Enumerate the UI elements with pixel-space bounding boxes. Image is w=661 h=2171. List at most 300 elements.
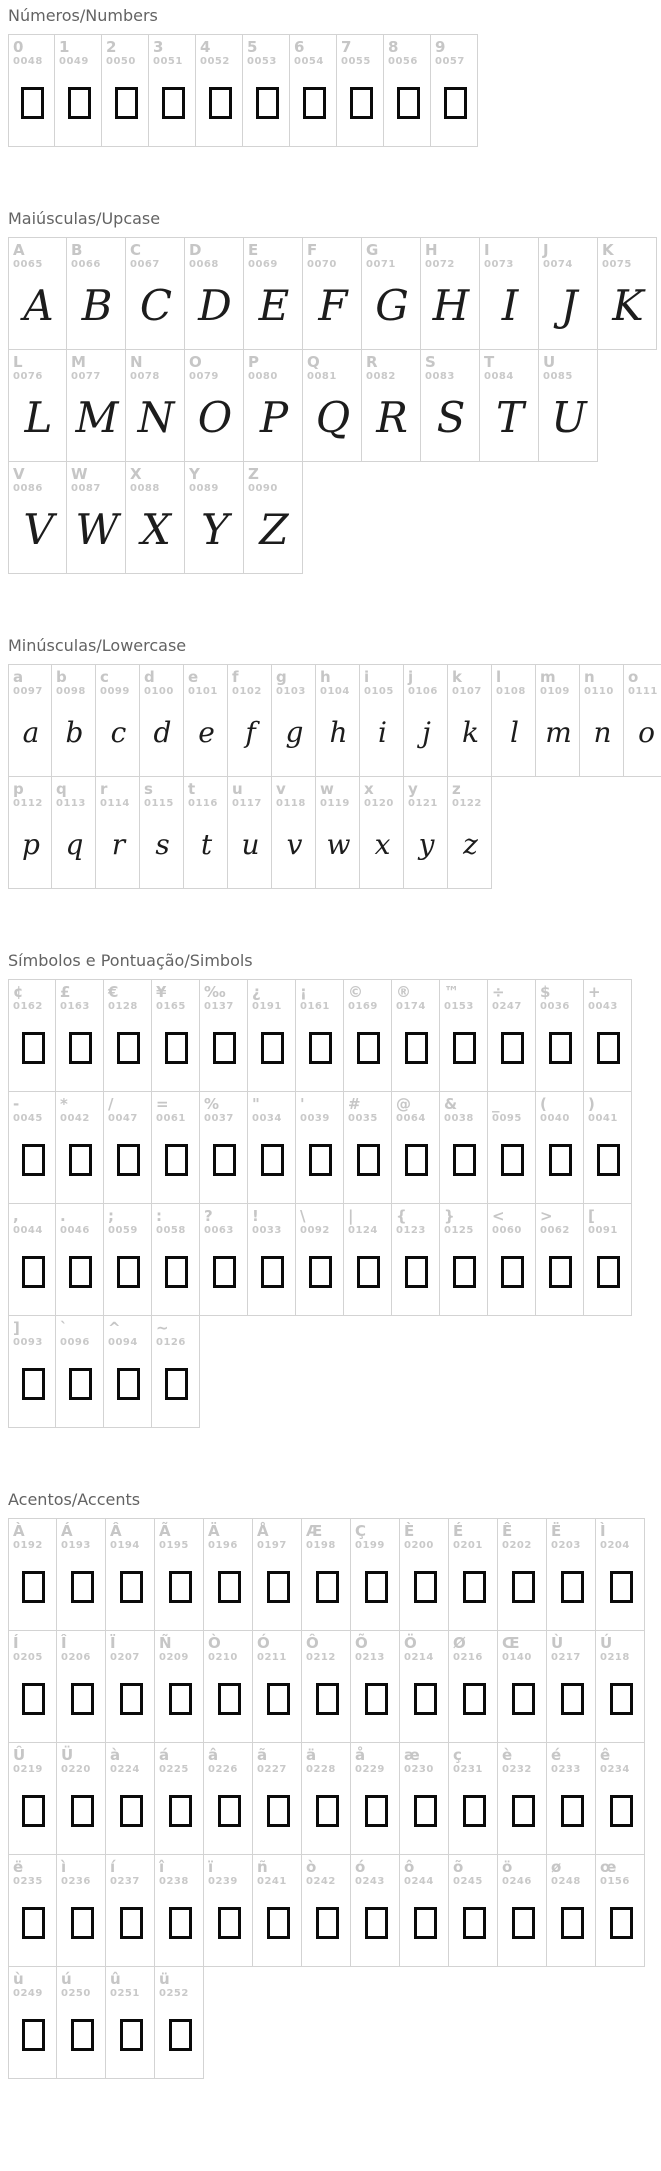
cell-glyph-area [355,1776,397,1846]
glyph-cell-0057 [431,34,478,147]
cell-glyph-area [300,1013,341,1083]
cell-char-label: Ç [355,1522,367,1540]
cell-unicode-label: 0205 [13,1652,43,1663]
cell-unicode-label: 0063 [204,1225,234,1236]
char-map [8,6,661,2079]
cell-char-label: 5 [247,38,258,56]
script-glyph: E [258,281,290,330]
missing-glyph-box [357,1032,380,1064]
cell-char-label: Ê [502,1522,513,1540]
cell-glyph-area [13,1125,53,1195]
missing-glyph-box [561,1795,584,1827]
cell-glyph-area [61,1776,103,1846]
cell-char-label: T [484,353,495,371]
missing-glyph-box [561,1571,584,1603]
cell-glyph-area [588,1125,629,1195]
glyph-cell-0227 [253,1742,302,1855]
cell-glyph-area [108,1349,149,1419]
cell-char-label: & [444,1095,458,1113]
char-row [8,776,661,889]
cell-char-label: ) [588,1095,595,1113]
cell-glyph-area [396,1125,437,1195]
cell-char-label: õ [453,1858,464,1876]
script-glyph: C [139,281,173,330]
cell-unicode-label: 0230 [404,1764,434,1775]
missing-glyph-box [597,1144,620,1176]
cell-unicode-label: 0100 [144,686,174,697]
cell-char-label: ñ [257,1858,268,1876]
cell-char-label: 3 [153,38,164,56]
glyph-cell-0125 [440,1203,488,1316]
cell-glyph-area [208,1888,250,1958]
missing-glyph-box [309,1144,332,1176]
glyph-cell-0246 [498,1854,547,1967]
cell-glyph-area [484,383,536,453]
script-glyph: o [638,716,655,749]
cell-glyph-area [13,810,49,880]
glyph-cell-0075 [598,237,657,350]
cell-glyph-area [71,383,123,453]
cell-glyph-area [61,1664,103,1734]
glyph-cell-0247 [488,979,536,1092]
script-glyph: G [375,281,409,330]
glyph-cell-0220 [57,1742,106,1855]
cell-glyph-area [159,1664,201,1734]
glyph-cell-0095 [488,1091,536,1204]
missing-glyph-box [267,1795,290,1827]
cell-char-label: t [188,780,196,798]
cell-unicode-label: 0122 [452,798,482,809]
glyph-cell-0062 [536,1203,584,1316]
glyph-cell-0051 [149,34,196,147]
missing-glyph-box [120,1683,143,1715]
glyph-cell-0117 [228,776,272,889]
cell-glyph-area [452,698,489,768]
cell-char-label: ` [60,1319,68,1337]
cell-glyph-area [453,1552,495,1622]
cell-char-label: Á [61,1522,73,1540]
cell-glyph-area [543,271,595,341]
cell-glyph-area [110,1552,152,1622]
cell-unicode-label: 0229 [355,1764,385,1775]
missing-glyph-box [610,1907,633,1939]
cell-char-label: H [425,241,438,259]
script-glyph: r [111,828,126,861]
cell-unicode-label: 0081 [307,371,337,382]
missing-glyph-box [165,1144,188,1176]
script-glyph: v [286,828,303,861]
glyph-cell-0069 [244,237,303,350]
glyph-cell-0096 [56,1315,104,1428]
script-glyph: b [65,716,84,749]
cell-unicode-label: 0090 [248,483,278,494]
cell-unicode-label: 0111 [628,686,658,697]
cell-unicode-label: 0103 [276,686,306,697]
cell-char-label: i [364,668,370,686]
cell-glyph-area [404,1552,446,1622]
cell-unicode-label: 0198 [306,1540,336,1551]
cell-unicode-label: 0044 [13,1225,43,1236]
cell-char-label: ' [300,1095,305,1113]
cell-unicode-label: 0203 [551,1540,581,1551]
cell-char-label: ! [252,1207,259,1225]
cell-unicode-label: 0243 [355,1876,385,1887]
glyph-cell-0105 [360,664,404,777]
cell-char-label: ü [159,1970,170,1988]
cell-unicode-label: 0076 [13,371,43,382]
missing-glyph-box [365,1795,388,1827]
cell-glyph-area [108,1237,149,1307]
missing-glyph-box [365,1907,388,1939]
cell-glyph-area [106,68,146,138]
cell-unicode-label: 0074 [543,259,573,270]
glyph-cell-0248 [547,1854,596,1967]
missing-glyph-box [463,1907,486,1939]
cell-char-label: b [56,668,67,686]
glyph-cell-0118 [272,776,316,889]
cell-char-label: ì [61,1858,67,1876]
cell-glyph-area [551,1664,593,1734]
missing-glyph-box [169,1907,192,1939]
missing-glyph-box [209,87,232,119]
glyph-cell-0082 [362,349,421,462]
cell-unicode-label: 0216 [453,1652,483,1663]
cell-unicode-label: 0237 [110,1876,140,1887]
cell-unicode-label: 0094 [108,1337,138,1348]
cell-glyph-area [435,68,475,138]
glyph-cell-0086 [8,461,67,574]
cell-glyph-area [130,383,182,453]
script-glyph: a [22,716,40,749]
cell-char-label: D [189,241,202,259]
cell-glyph-area [13,383,64,453]
cell-unicode-label: 0207 [110,1652,140,1663]
cell-char-label: 1 [59,38,70,56]
cell-char-label: a [13,668,24,686]
section-accents [8,1490,661,2079]
glyph-cell-0097 [8,664,52,777]
glyph-cell-0195 [155,1518,204,1631]
glyph-cell-0044 [8,1203,56,1316]
section-lowercase [8,636,661,889]
section-title-lowercase: Minúsculas/Lowercase [8,636,187,655]
cell-glyph-area [588,1013,629,1083]
glyph-cell-0088 [126,461,185,574]
cell-glyph-area [502,1776,544,1846]
cell-char-label: Q [307,353,320,371]
cell-char-label: 2 [106,38,117,56]
glyph-cell-0098 [52,664,96,777]
cell-unicode-label: 0217 [551,1652,581,1663]
missing-glyph-box [267,1907,290,1939]
cell-unicode-label: 0091 [588,1225,618,1236]
glyph-cell-0053 [243,34,290,147]
glyph-cell-0202 [498,1518,547,1631]
cell-char-label: N [130,353,143,371]
cell-glyph-area [248,383,300,453]
cell-unicode-label: 0126 [156,1337,186,1348]
glyph-cell-0094 [104,1315,152,1428]
cell-unicode-label: 0117 [232,798,262,809]
missing-glyph-box [218,1907,241,1939]
glyph-cell-0108 [492,664,536,777]
section-numbers [8,6,661,147]
glyph-cell-0153 [440,979,488,1092]
cell-char-label: z [452,780,461,798]
missing-glyph-box [69,1256,92,1288]
cell-unicode-label: 0046 [60,1225,90,1236]
glyph-cell-0092 [296,1203,344,1316]
cell-glyph-area [628,698,661,768]
cell-glyph-area [492,1013,533,1083]
script-glyph: L [24,393,53,442]
script-glyph: e [198,716,215,749]
cell-glyph-area [396,1237,437,1307]
cell-char-label: è [502,1746,513,1764]
cell-glyph-area [13,2000,54,2070]
script-glyph: D [198,281,232,330]
missing-glyph-box [69,1368,92,1400]
cell-unicode-label: 0250 [61,1988,91,1999]
script-glyph: l [510,716,519,749]
cell-char-label: | [348,1207,354,1225]
cell-char-label: h [320,668,331,686]
cell-unicode-label: 0107 [452,686,482,697]
cell-char-label: p [13,780,24,798]
cell-glyph-area [248,495,300,565]
missing-glyph-box [213,1256,236,1288]
cell-unicode-label: 0156 [600,1876,630,1887]
script-glyph: U [551,393,587,442]
missing-glyph-box [71,1907,94,1939]
missing-glyph-box [117,1144,140,1176]
missing-glyph-box [610,1571,633,1603]
missing-glyph-box [597,1032,620,1064]
cell-glyph-area [551,1776,593,1846]
char-row [8,349,661,462]
cell-glyph-area [320,698,357,768]
cell-glyph-area [61,2000,103,2070]
cell-glyph-area [496,698,533,768]
glyph-cell-0209 [155,1630,204,1743]
script-glyph: d [153,716,172,749]
cell-unicode-label: 0098 [56,686,86,697]
cell-char-label: Ï [110,1634,116,1652]
missing-glyph-box [316,1571,339,1603]
script-glyph: y [418,828,435,861]
glyph-cell-0073 [480,237,539,350]
cell-unicode-label: 0068 [189,259,219,270]
glyph-cell-0104 [316,664,360,777]
cell-char-label: e [188,668,199,686]
cell-unicode-label: 0114 [100,798,130,809]
cell-unicode-label: 0169 [348,1001,378,1012]
glyph-cell-0055 [337,34,384,147]
cell-unicode-label: 0244 [404,1876,434,1887]
missing-glyph-box [21,87,44,119]
cell-glyph-area [60,1237,101,1307]
missing-glyph-box [610,1795,633,1827]
cell-unicode-label: 0085 [543,371,573,382]
cell-glyph-area [307,383,359,453]
script-glyph: c [110,716,127,749]
cell-glyph-area [453,1776,495,1846]
glyph-cell-0214 [400,1630,449,1743]
missing-glyph-box [213,1032,236,1064]
char-row [8,34,661,147]
cell-glyph-area [543,383,595,453]
glyph-cell-0070 [303,237,362,350]
cell-glyph-area [204,1125,245,1195]
cell-char-label: À [13,1522,25,1540]
cell-char-label: ™ [444,983,459,1001]
missing-glyph-box [22,1368,45,1400]
cell-unicode-label: 0038 [444,1113,474,1124]
glyph-cell-0212 [302,1630,351,1743]
cell-char-label: Ö [404,1634,417,1652]
cell-char-label: J [543,241,549,259]
missing-glyph-box [309,1256,332,1288]
script-glyph: u [241,828,260,861]
cell-char-label: s [144,780,153,798]
cell-glyph-area [13,698,49,768]
cell-unicode-label: 0119 [320,798,350,809]
cell-char-label: ê [600,1746,611,1764]
cell-char-label: Ù [551,1634,564,1652]
cell-char-label: Ú [600,1634,613,1652]
cell-unicode-label: 0204 [600,1540,630,1551]
cell-char-label: £ [60,983,71,1001]
missing-glyph-box [561,1907,584,1939]
glyph-cell-0038 [440,1091,488,1204]
cell-char-label: Õ [355,1634,368,1652]
glyph-cell-0236 [57,1854,106,1967]
script-glyph: W [75,505,119,554]
cell-unicode-label: 0056 [388,56,418,67]
missing-glyph-box [397,87,420,119]
glyph-cell-0065 [8,237,67,350]
glyph-cell-0203 [547,1518,596,1631]
cell-unicode-label: 0054 [294,56,324,67]
glyph-cell-0242 [302,1854,351,1967]
missing-glyph-box [463,1683,486,1715]
cell-glyph-area [355,1552,397,1622]
glyph-cell-0039 [296,1091,344,1204]
glyph-cell-0035 [344,1091,392,1204]
cell-glyph-area [355,1888,397,1958]
missing-glyph-box [22,2019,45,2051]
cell-char-label: ù [13,1970,24,1988]
char-row [8,664,661,777]
missing-glyph-box [68,87,91,119]
cell-glyph-area [13,271,64,341]
glyph-cell-0106 [404,664,448,777]
glyph-cell-0067 [126,237,185,350]
cell-glyph-area [276,698,313,768]
cell-char-label: [ [588,1207,595,1225]
cell-unicode-label: 0236 [61,1876,91,1887]
missing-glyph-box [453,1032,476,1064]
missing-glyph-box [316,1907,339,1939]
cell-char-label: W [71,465,88,483]
cell-char-label: ö [502,1858,513,1876]
missing-glyph-box [365,1571,388,1603]
glyph-cell-0063 [200,1203,248,1316]
cell-glyph-area [61,1888,103,1958]
cell-unicode-label: 0241 [257,1876,287,1887]
glyph-cell-0085 [539,349,598,462]
cell-glyph-area [355,1664,397,1734]
glyph-cell-0107 [448,664,492,777]
script-glyph: V [23,505,54,554]
cell-glyph-area [320,810,357,880]
cell-unicode-label: 0210 [208,1652,238,1663]
script-glyph: z [463,828,478,861]
cell-unicode-label: 0197 [257,1540,287,1551]
cell-unicode-label: 0193 [61,1540,91,1551]
missing-glyph-box [22,1571,45,1603]
cell-glyph-area [396,1013,437,1083]
cell-char-label: ¡ [300,983,307,1001]
cell-glyph-area [188,698,225,768]
glyph-cell-0058 [152,1203,200,1316]
cell-char-label: Ã [159,1522,171,1540]
cell-char-label: Y [189,465,200,483]
glyph-cell-0090 [244,461,303,574]
cell-unicode-label: 0065 [13,259,43,270]
glyph-cell-0045 [8,1091,56,1204]
cell-char-label: ^ [108,1319,121,1337]
cell-glyph-area [56,698,93,768]
missing-glyph-box [261,1256,284,1288]
missing-glyph-box [218,1683,241,1715]
missing-glyph-box [22,1032,45,1064]
cell-glyph-area [502,1888,544,1958]
cell-char-label: Û [13,1746,26,1764]
cell-glyph-area [60,1349,101,1419]
cell-glyph-area [600,1776,642,1846]
glyph-cell-0093 [8,1315,56,1428]
glyph-cell-0224 [106,1742,155,1855]
cell-char-label: G [366,241,379,259]
missing-glyph-box [22,1144,45,1176]
cell-unicode-label: 0239 [208,1876,238,1887]
cell-unicode-label: 0140 [502,1652,532,1663]
script-glyph: N [137,393,175,442]
cell-char-label: _ [492,1095,500,1113]
cell-unicode-label: 0071 [366,259,396,270]
cell-glyph-area [200,68,240,138]
missing-glyph-box [117,1368,140,1400]
cell-char-label: 8 [388,38,399,56]
cell-char-label: ; [108,1207,114,1225]
script-glyph: K [612,281,644,330]
char-row [8,1630,661,1743]
cell-char-label: V [13,465,25,483]
cell-char-label: k [452,668,462,686]
cell-glyph-area [188,810,225,880]
missing-glyph-box [463,1795,486,1827]
cell-glyph-area [110,2000,152,2070]
script-glyph: Z [259,505,289,554]
glyph-cell-0115 [140,776,184,889]
cell-unicode-label: 0226 [208,1764,238,1775]
script-glyph: I [501,281,519,330]
glyph-cell-0217 [547,1630,596,1743]
cell-unicode-label: 0153 [444,1001,474,1012]
cell-unicode-label: 0048 [13,56,43,67]
cell-unicode-label: 0124 [348,1225,378,1236]
